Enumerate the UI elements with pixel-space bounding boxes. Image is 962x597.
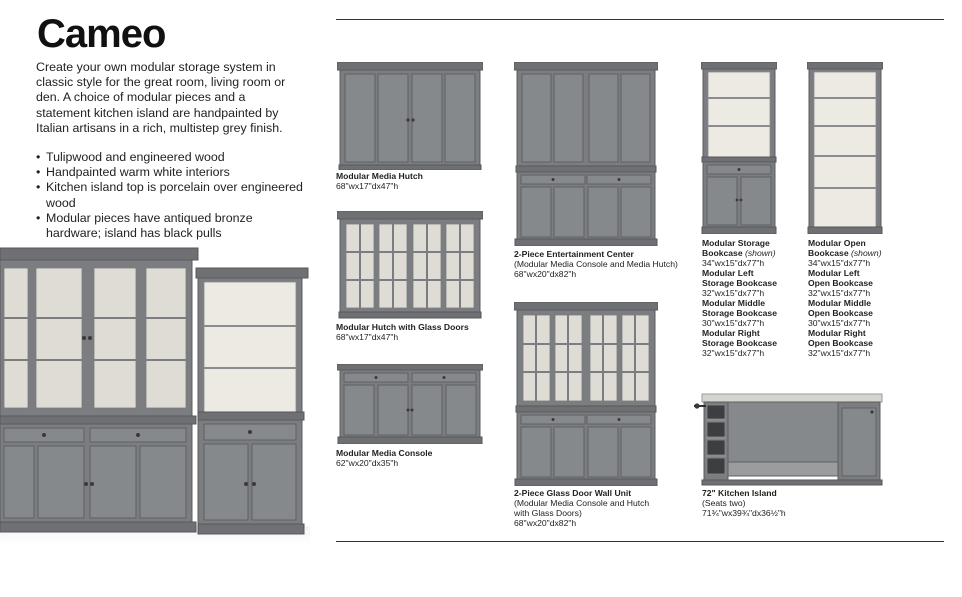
product-name: Modular Media Hutch [336, 171, 423, 181]
product-name: Modular Right [808, 328, 866, 338]
product-name: Modular Right [702, 328, 760, 338]
entertainment-center-caption [514, 249, 678, 279]
open-bookcase-caption [808, 238, 882, 358]
product-name: Open Bookcase [808, 308, 873, 318]
storage-bookcase-image [701, 62, 777, 234]
intro-paragraph: Create your own modular storage system in classic style for the great room, living room or den. A choice of modular pieces and a statement kitchen island are handpainted by Italian artisans in a rich, multistep grey finish. [36, 60, 286, 135]
product-dimensions: 32"wx15"dx77"h [808, 348, 871, 358]
glass-door-wall-unit-image [514, 302, 658, 486]
product-name: Modular Media Console [336, 448, 433, 458]
kitchen-island-image [694, 392, 884, 486]
media-hutch-image [337, 62, 483, 170]
product-name: Modular Open [808, 238, 866, 248]
product-name: Modular Hutch with Glass Doors [336, 322, 469, 332]
product-dimensions: 32"wx15"dx77"h [808, 288, 871, 298]
product-dimensions: 68"wx20"dx82"h [514, 269, 577, 279]
product-name: 2-Piece Entertainment Center [514, 249, 634, 259]
product-name: Modular Left [808, 268, 860, 278]
product-dimensions: 71¾"wx39¾"dx36½"h [702, 508, 786, 518]
media-console-caption [336, 448, 432, 468]
product-dimensions: 34"wx15"dx77"h [808, 258, 871, 268]
glass-door-wall-unit-caption [514, 488, 649, 528]
feature-item: • Kitchen island top is porcelain over engineered wood [36, 180, 306, 210]
product-name: Storage Bookcase [702, 278, 777, 288]
product-dimensions: 68"wx17"dx47"h [336, 181, 399, 191]
feature-list [36, 150, 306, 241]
product-dimensions: 32"wx15"dx77"h [702, 348, 765, 358]
product-name: Storage Bookcase [702, 338, 777, 348]
page-title: Cameo [37, 12, 166, 56]
product-name: Open Bookcase [808, 338, 873, 348]
feature-item: • Tulipwood and engineered wood [36, 150, 306, 165]
product-name: Bookcase [702, 248, 743, 258]
open-bookcase-image [807, 62, 883, 234]
product-name: Open Bookcase [808, 278, 873, 288]
top-rule [336, 19, 944, 20]
product-subtitle: (Modular Media Console and Media Hutch) [514, 259, 678, 269]
product-dimensions: 68"wx17"dx47"h [336, 332, 399, 342]
product-name: Storage Bookcase [702, 308, 777, 318]
product-dimensions: 62"wx20"dx35"h [336, 458, 399, 468]
product-name: Modular Middle [808, 298, 872, 308]
product-name: Modular Left [702, 268, 754, 278]
product-dimensions: 34"wx15"dx77"h [702, 258, 765, 268]
product-name: Modular Middle [702, 298, 766, 308]
feature-item: • Modular pieces have antiqued bronze hardware; island has black pulls [36, 211, 306, 241]
storage-bookcase-caption [702, 238, 777, 358]
product-dimensions: 32"wx15"dx77"h [702, 288, 765, 298]
product-subtitle: (Seats two) [702, 498, 746, 508]
hutch-glass-doors-image [337, 211, 483, 319]
product-subtitle: with Glass Doors) [514, 508, 582, 518]
product-subtitle: (Modular Media Console and Hutch [514, 498, 650, 508]
product-name: 2-Piece Glass Door Wall Unit [514, 488, 632, 498]
feature-item: • Handpainted warm white interiors [36, 165, 306, 180]
product-name: Bookcase [808, 248, 849, 258]
product-name: 72" Kitchen Island [702, 488, 777, 498]
bottom-rule [336, 541, 944, 542]
product-dimensions: 30"wx15"dx77"h [702, 318, 765, 328]
room-composite-photo [0, 246, 310, 546]
kitchen-island-caption [702, 488, 786, 518]
product-name: Modular Storage [702, 238, 770, 248]
shown-note: (shown) [851, 248, 882, 258]
product-dimensions: 68"wx20"dx82"h [514, 518, 577, 528]
shown-note: (shown) [745, 248, 776, 258]
media-hutch-caption [336, 171, 423, 191]
product-dimensions: 30"wx15"dx77"h [808, 318, 871, 328]
hutch-glass-doors-caption [336, 322, 469, 342]
media-console-image [337, 364, 483, 444]
entertainment-center-image [514, 62, 658, 246]
